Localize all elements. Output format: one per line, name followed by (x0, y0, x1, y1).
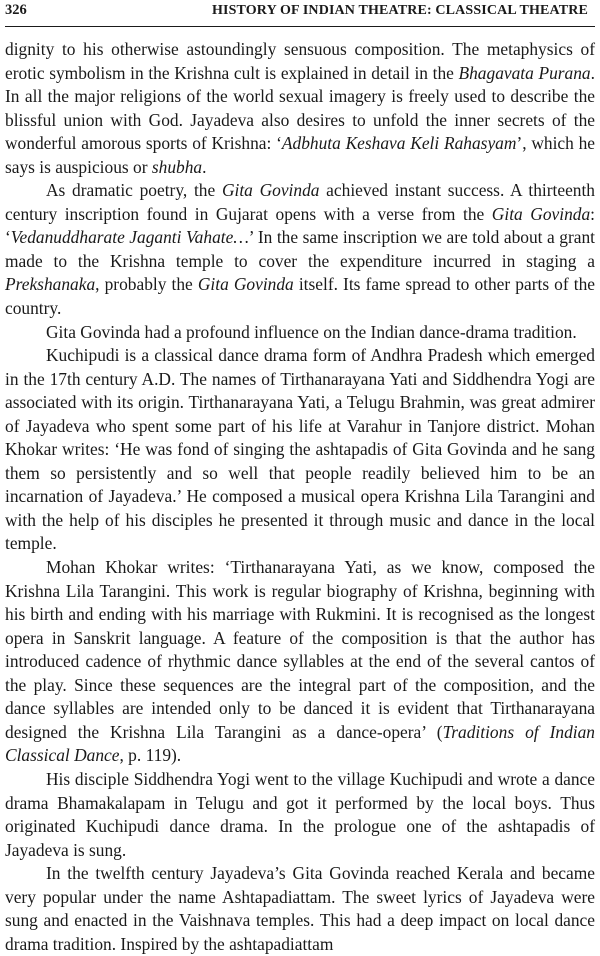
text-run: His disciple Siddhendra Yogi went to the village Kuchipudi and wrote a dance drama Bhamakalapam in Telugu and got it performed by the local boys. Thus originated Kuchipudi dance drama. In the prologue one of the ashtapadis of Jayadeva is sung. (5, 768, 595, 860)
text-run: . In all the major religions of the world sexual imagery is freely used to describe the blissful union with God. Jayadeva also desires to unfold the inner secrets of the wonderful amorous sports of Krishna: ‘ (5, 62, 595, 154)
italic-text: Prekshanaka (5, 274, 96, 295)
text-run: As dramatic poetry, the (46, 180, 222, 201)
text-run: Gita Govinda had a profound influence on the Indian dance-drama tradition. (46, 321, 577, 342)
body-text (5, 27, 595, 956)
italic-text: Traditions of Indian Classical Dance (5, 721, 595, 766)
text-run: dignity to his otherwise astoundingly sensuous composition. The metaphysics of erotic symbolism in the Krishna cult is explained in detail in the (5, 39, 595, 83)
text-run: , p. 119). (119, 745, 182, 766)
italic-text: Adbhuta Keshava Keli Rahasyam (281, 133, 517, 154)
italic-text: shubha (151, 156, 203, 177)
running-title: HISTORY OF INDIAN THEATRE: CLASSICAL THEATRE (211, 3, 588, 18)
italic-text: Gita Govinda (221, 180, 320, 201)
paragraph (5, 862, 595, 956)
italic-text: Gita Govinda (197, 274, 294, 295)
text-run: itself. Its fame spread to other parts of the country. (5, 274, 595, 319)
text-run: , probably the (95, 274, 198, 295)
page-number: 326 (5, 2, 27, 18)
paragraph (5, 321, 595, 345)
paragraph (5, 38, 595, 179)
italic-text: Bhagavata Purana (458, 62, 591, 83)
italic-text: Gita Govinda (491, 203, 591, 224)
text-run: achieved instant success. A thirteenth century inscription found in Gujarat opens with a verse from the (5, 180, 596, 224)
text-run: ’, which he says is auspicious or (5, 133, 596, 177)
text-run: ’ In the same inscription we are told about a grant made to the Krishna temple to cover the expenditure incurred in staging a (5, 227, 595, 271)
paragraph (5, 344, 595, 556)
italic-text: Vedanuddharate Jaganti Vahate… (10, 227, 249, 248)
text-run: Kuchipudi is a classical dance drama form of Andhra Pradesh which emerged in the 17th century A.D. The names of Tirthanarayana Yati and Siddhendra Yogi are associated with its origin. Tirthanarayana Yati, a Telugu Brahmin, was great admirer of Jayadeva who spent some part of his life at Varahur in Tanjore district. Mohan Khokar writes: ‘He was fond of singing the ashtapadis of Gita Govinda and he sang them so persistently and so well that people readily believed him to be an incarnation of Jayadeva.’ He composed a musical opera Krishna Lila Tarangini and with the help of his disciples he presented it through music and dance in the local temple. (5, 345, 595, 554)
text-run: : ‘ (5, 203, 595, 248)
text-run: In the twelfth century Jayadeva’s Gita Govinda reached Kerala and became very popular under the name Ashtapadiattam. The sweet lyrics of Jayadeva were sung and enacted in the Vaishnava temples. This had a deep impact on local dance drama tradition. Inspired by the ashtapadiattam (5, 863, 595, 954)
running-header (5, 0, 595, 27)
text-run: Mohan Khokar writes: ‘Tirthanarayana Yati, as we know, composed the Krishna Lila Tarangini. This work is regular biography of Krishna, beginning with his birth and ending with his marriage with Rukmini. It is recognised as the longest opera in Sanskrit language. A feature of the composition is that the author has introduced cadence of rhythmic dance syllables at the end of the several cantos of the play. Since these sequences are the integral part of the composition, and the dance syllables are intended only to be danced it is evident that Tirthanarayana designed the Krishna Lila Tarangini as a dance-opera’ ( (5, 557, 595, 742)
paragraph (5, 556, 595, 768)
text-run: . (202, 156, 207, 177)
paragraph (5, 179, 595, 320)
paragraph (5, 768, 595, 862)
